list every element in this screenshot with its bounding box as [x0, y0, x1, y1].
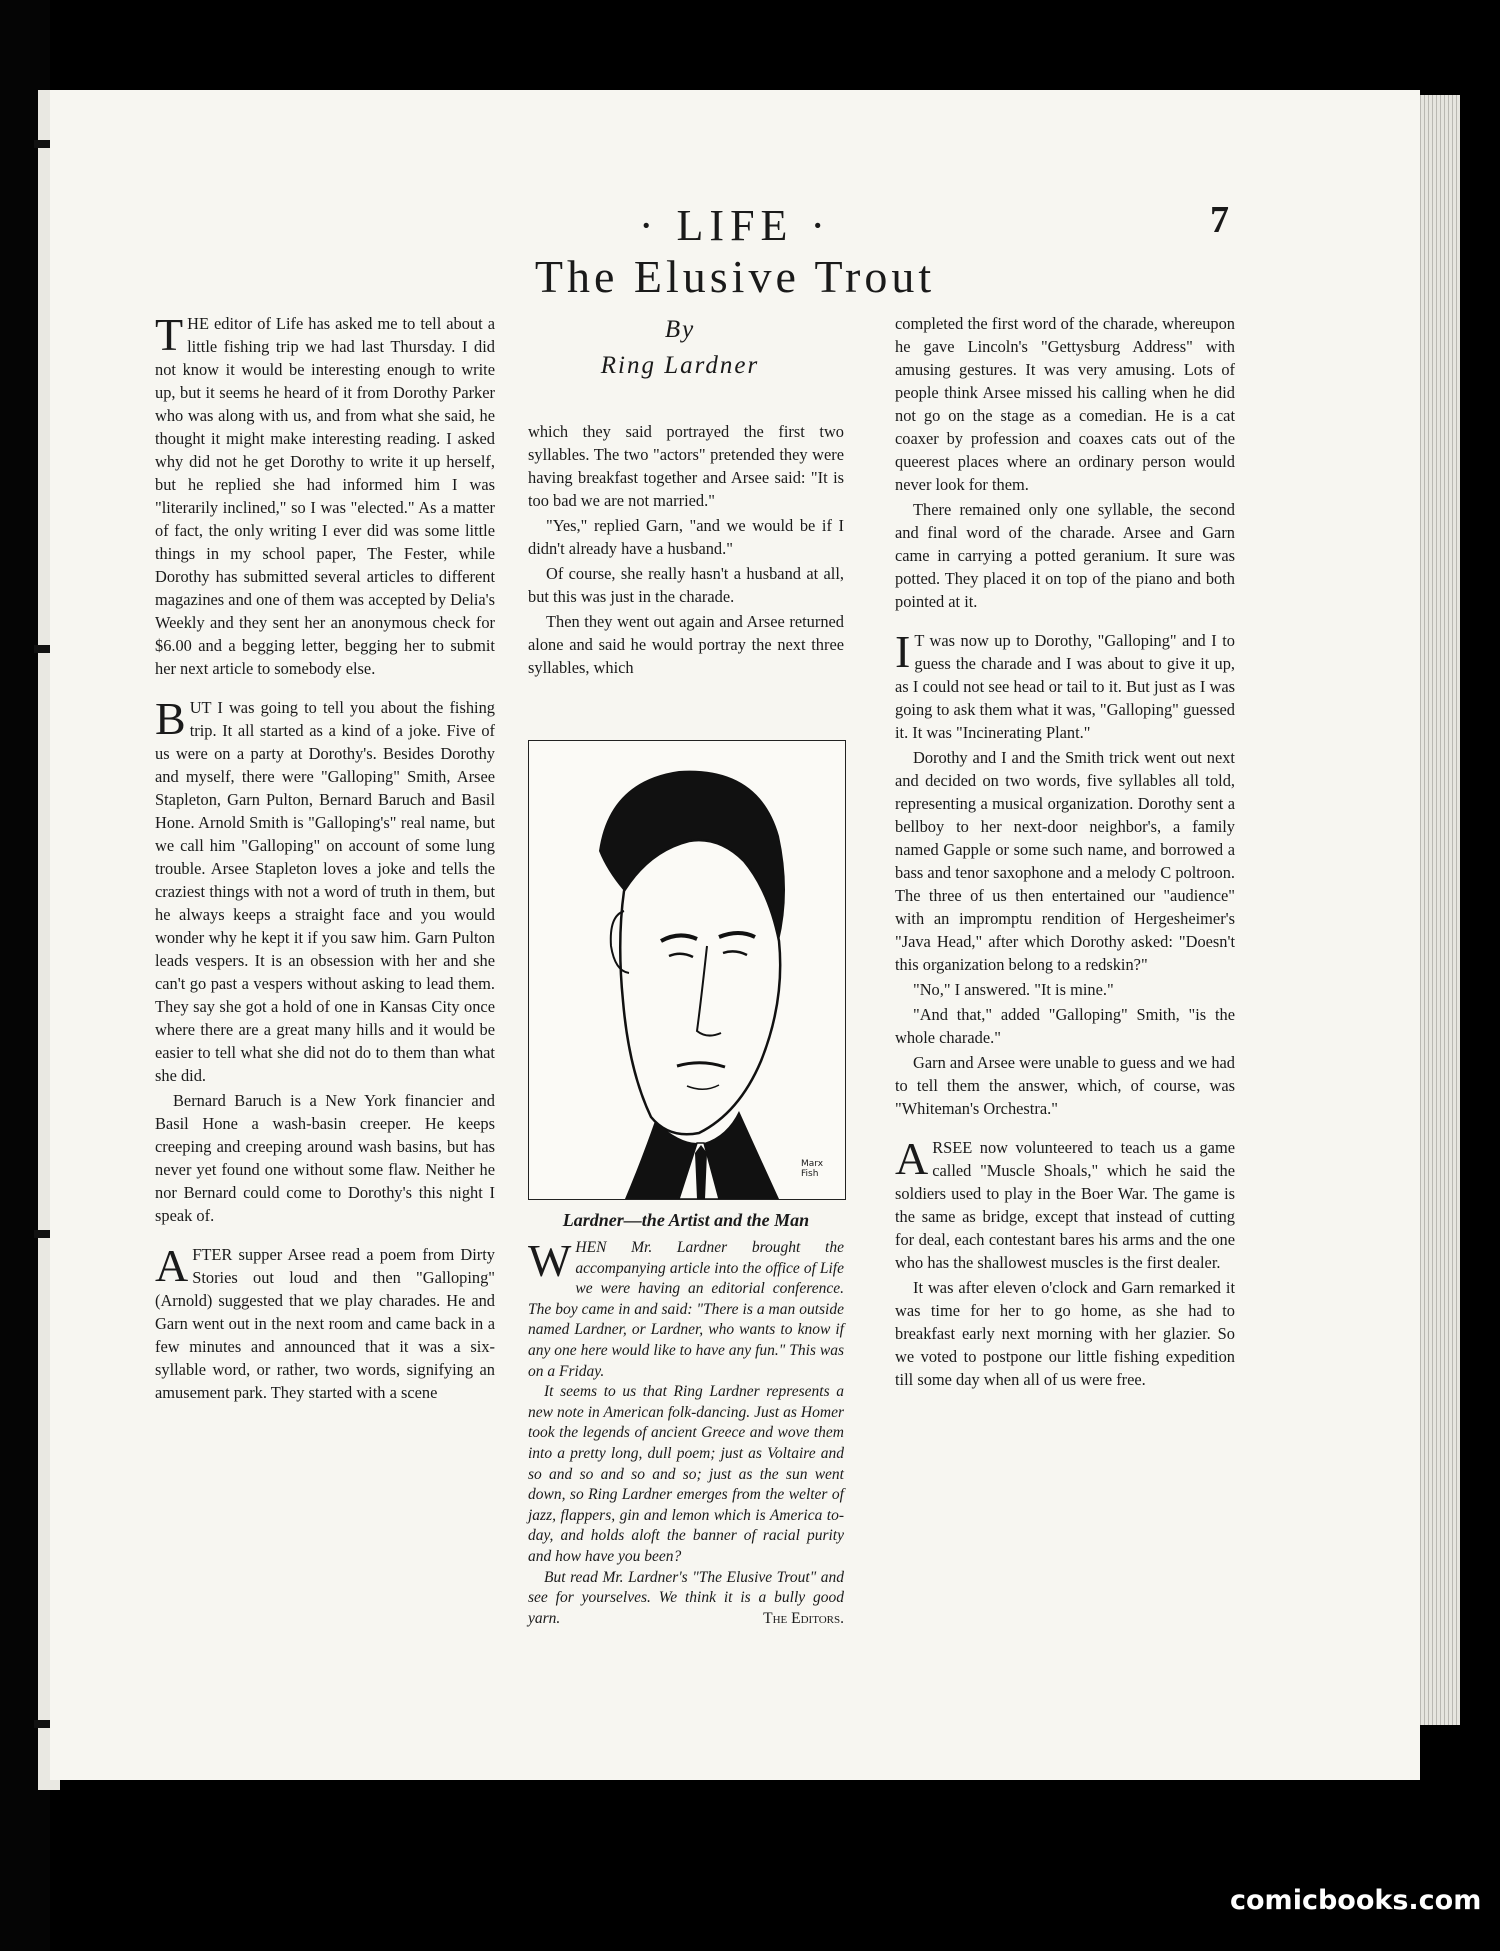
drop-cap: A: [155, 1240, 189, 1291]
paragraph: Bernard Baruch is a New York financier and Basil Hone a wash-basin creeper. He keeps creeping and creeping around wash basins, but has never yet found one without some flaw. Neither he nor Bernard could come to Dorothy's this night I speak of.: [155, 1091, 495, 1225]
watermark: comicbooks.com: [1230, 1885, 1482, 1916]
paragraph: ARSEE now volunteered to teach us a game called "Muscle Shoals," which he said the soldiers used to play in the Boer War. The game is the same as bridge, except that instead of cutting for deal, each contestant bares his arms and the one who has the shallowest muscles is the first dealer.: [895, 1133, 1235, 1272]
paragraph: It was after eleven o'clock and Garn remarked it was time for her to go home, as she had to breakfast early next morning with her glazier. So we voted to postpone our little fishing expedition till some day when all of us were free.: [895, 1278, 1235, 1389]
column-2: [528, 420, 844, 681]
byline-by: By: [664, 316, 696, 343]
page-number: 7: [1210, 199, 1229, 241]
magazine-page: [50, 90, 1420, 1780]
drop-cap: A: [895, 1133, 929, 1184]
column-1: [155, 309, 495, 1406]
lardner-caricature: [528, 740, 846, 1200]
column-3: [895, 312, 1235, 1393]
paragraph: Dorothy and I and the Smith trick went out next and decided on two words, five syllables all told, representing a musical organization. Dorothy sent a bellboy to her next-door neighbor's, a family named Gapple or some such name, and borrowed a bass and tenor saxophone and a melody C poltroon. The three of us then entertained our "audience" with an impromptu rendition of Hergesheimer's "Java Head," after which Dorothy asked: "Doesn't this organization belong to a redskin?": [895, 748, 1235, 974]
artist-signature: Marx Fish: [801, 1159, 824, 1179]
byline-author: Ring Lardner: [600, 352, 760, 379]
byline: [530, 312, 830, 384]
illustration-caption: Lardner—the Artist and the Man: [562, 1210, 810, 1230]
paragraph: completed the first word of the charade, whereupon he gave Lincoln's "Gettysburg Address" with amusing gestures. It was very amusing. Lots of people think Arsee missed his calling when he did not go on the stage as a comedian. He is a cat coaxer by profession and coaxes cats out of the queerest places where an ordinary person would never look for them.: [895, 314, 1235, 494]
paragraph: Then they went out again and Arsee returned alone and said he would portray the next three syllables, which: [528, 612, 844, 677]
article-title: The Elusive Trout: [534, 251, 936, 302]
paragraph: Garn and Arsee were unable to guess and we had to tell them the answer, which, of course, was "Whiteman's Orchestra.": [895, 1053, 1235, 1118]
paragraph: I T was now up to Dorothy, "Galloping" and I to guess the charade and I was about to give it up, as I could not see head or tail to it. But just as I was going to ask them what it was, "Galloping" guessed it. It was "Incinerating Plant.": [895, 626, 1235, 742]
editorial-signoff: The Editors.: [763, 1610, 844, 1628]
masthead: · LIFE ·: [638, 201, 832, 250]
paragraph: "Yes," replied Garn, "and we would be if I didn't already have a husband.": [528, 516, 844, 558]
paragraph: which they said portrayed the first two syllables. The two "actors" pretended they were having breakfast together and Arsee said: "It is too bad we are not married.": [528, 422, 844, 510]
paragraph: THE editor of Life has asked me to tell about a little fishing trip we had last Thursday. I did not know it would be interesting enough to write up, but it seems he heard of it from Dorothy Parker who was along with us, and from what she said, he thought it might make interesting reading. I asked why did not he get Dorothy to write it up herself, but he replied she had informed him I was "literarily inclined," so I was "elected." As a matter of fact, the only writing I ever did was some little things in my school paper, The Fester, while Dorothy has submitted several articles to different magazines and one of them was accepted by Delia's Weekly and they sent her an anonymous check for $6.00 and a begging letter, begging her to submit her next article to somebody else.: [155, 309, 495, 678]
paragraph: BUT I was going to tell you about the fishing trip. It all started as a kind of a joke. Five of us were on a party at Dorothy's. Besides Dorothy and myself, there were "Galloping" Smith, Arsee Stapleton, Garn Pulton, Bernard Baruch and Basil Hone. Arnold Smith is "Galloping's" real name, but we call him "Galloping" on account of some lung trouble. Arsee Stapleton loves a joke and tells the craziest things with not a word of truth in them, but he always keeps a straight face and you would wonder why he kept it if you saw him. Garn Pulton leads vespers. It is an obsession with her and she can't go past a vespers without asking to lead them. They say she got a hold of one in Kansas City once where there are a great many hills and it would be easier to tell what she did not do to them than what she did.: [155, 693, 495, 1085]
drop-cap: W: [528, 1235, 572, 1286]
paragraph: AFTER supper Arsee read a poem from Dirty Stories out loud and then "Galloping" (Arnold) suggested that we play charades. He and Garn went out in the next room and came back in a few minutes and announced that it was a six-syllable word, or rather, two words, signifying an amusement park. They started with a scene: [155, 1240, 495, 1402]
paragraph: But read Mr. Lardner's "The Elusive Trout" and see for yourselves. We think it is a bully good yarn.: [528, 1568, 844, 1627]
paragraph: WHEN Mr. Lardner brought the accompanying article into the office of Life we were having an editorial conference. The boy came in and said: "There is a man outside named Lardner, or Lardner, who wants to know if any one here would like to have any fun." This was on a Friday.: [528, 1235, 844, 1380]
caricature-drawing: [529, 741, 845, 1199]
drop-cap: I: [895, 626, 911, 677]
drop-cap: T: [155, 309, 184, 360]
paragraph: "And that," added "Galloping" Smith, "is the whole charade.": [895, 1005, 1235, 1047]
editorial-note: [528, 1235, 844, 1630]
paragraph: There remained only one syllable, the second and final word of the charade. Arsee and Garn came in carrying a potted geranium. It sure was potted. They placed it on top of the piano and both pointed at it.: [895, 500, 1235, 611]
paragraph: "No," I answered. "It is mine.": [913, 980, 1114, 999]
paragraph: Of course, she really hasn't a husband at all, but this was just in the charade.: [528, 564, 844, 606]
paragraph: It seems to us that Ring Lardner represents a new note in American folk-dancing. Just as Homer took the legends of ancient Greece and wove them into a pretty long, dull poem; just as Voltaire and so and so and so and so; just as the sun went down, so Ring Lardner emerges from the welter of jazz, flappers, gin and lemon which is America to-day, and holds aloft the banner of racial purity and how have you been?: [528, 1383, 844, 1565]
drop-cap: B: [155, 693, 186, 744]
